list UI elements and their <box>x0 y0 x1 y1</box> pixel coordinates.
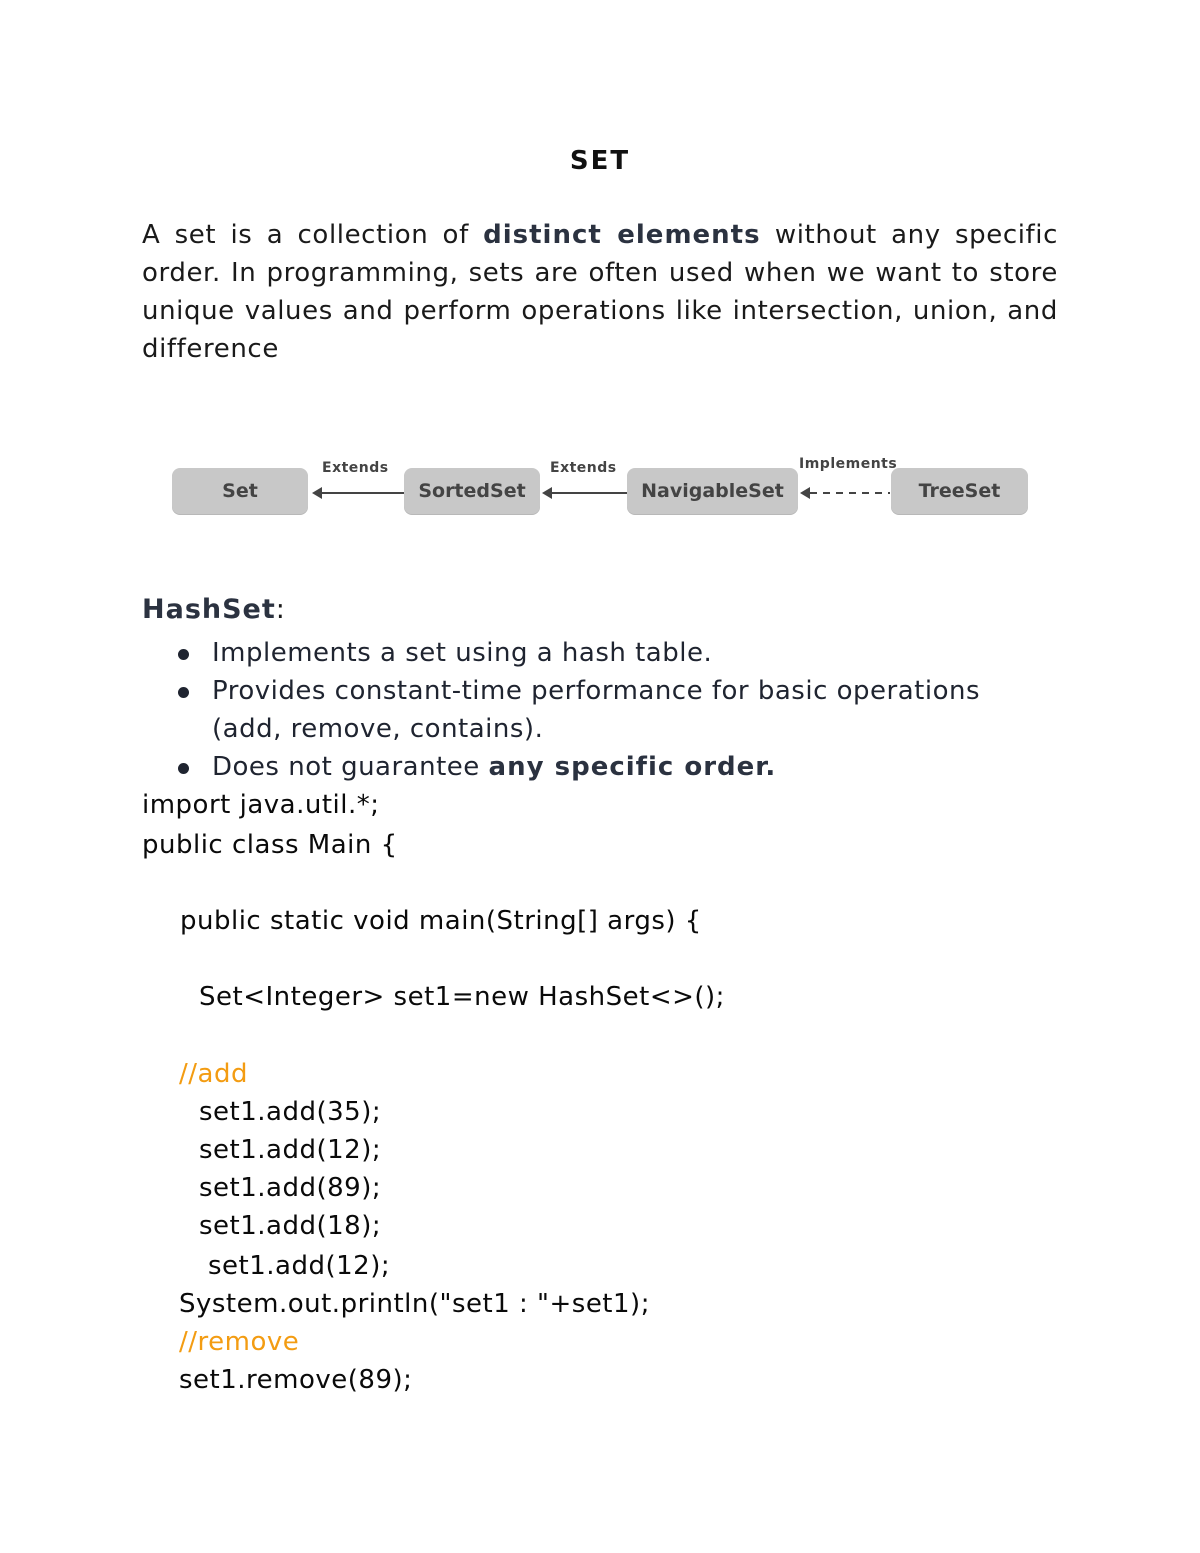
code-line-class: public class Main { <box>142 830 398 860</box>
list-item <box>174 748 1034 786</box>
bullet-icon <box>178 649 189 660</box>
bullet-icon <box>178 763 189 774</box>
list-item <box>174 672 1034 748</box>
intro-paragraph <box>142 216 1058 368</box>
code-line-import: import java.util.*; <box>142 790 380 820</box>
node-sortedset: SortedSet <box>404 468 540 514</box>
code-line-add: set1.add(89); <box>199 1173 382 1203</box>
hashset-heading-colon: : <box>275 594 286 625</box>
hashset-bullet-list <box>174 634 1034 786</box>
node-set: Set <box>172 468 308 514</box>
code-line-main: public static void main(String[] args) { <box>180 906 702 936</box>
code-line-declaration: Set<Integer> set1=new HashSet<>(); <box>199 982 725 1012</box>
code-line-add: set1.add(12); <box>199 1135 382 1165</box>
edge-label-implements: Implements <box>799 456 898 472</box>
code-line-remove: set1.remove(89); <box>179 1365 413 1395</box>
code-line-add: set1.add(18); <box>199 1211 382 1241</box>
intro-text-end: without any specific order. In programming, sets are often used when we want to store unique values and perform operations like intersection, union, and difference <box>142 220 1059 364</box>
hashset-heading-text: HashSet <box>142 594 276 625</box>
code-line-println: System.out.println("set1 : "+set1); <box>179 1289 650 1319</box>
code-comment-add: //add <box>179 1059 248 1089</box>
intro-bold-term: distinct elements <box>483 220 761 250</box>
hashset-heading <box>142 594 286 625</box>
node-navigableset: NavigableSet <box>627 468 798 514</box>
bullet-icon <box>178 687 189 698</box>
bullet-bold-text: any specific order. <box>488 752 777 782</box>
list-item <box>174 634 1034 672</box>
code-comment-remove: //remove <box>179 1327 300 1357</box>
page-title: SET <box>569 146 631 176</box>
intro-text-start: A set is a collection of <box>142 220 484 250</box>
node-treeset: TreeSet <box>891 468 1028 514</box>
bullet-text: Provides constant-time performance for basic operations (add, remove, contains). <box>212 676 981 744</box>
edge-label-extends-1: Extends <box>322 460 389 476</box>
set-hierarchy-diagram <box>170 450 1032 522</box>
bullet-text: Implements a set using a hash table. <box>212 638 713 668</box>
edge-label-extends-2: Extends <box>550 460 617 476</box>
code-line-add: set1.add(12); <box>208 1251 391 1281</box>
code-line-add: set1.add(35); <box>199 1097 382 1127</box>
bullet-text: Does not guarantee <box>212 752 489 782</box>
